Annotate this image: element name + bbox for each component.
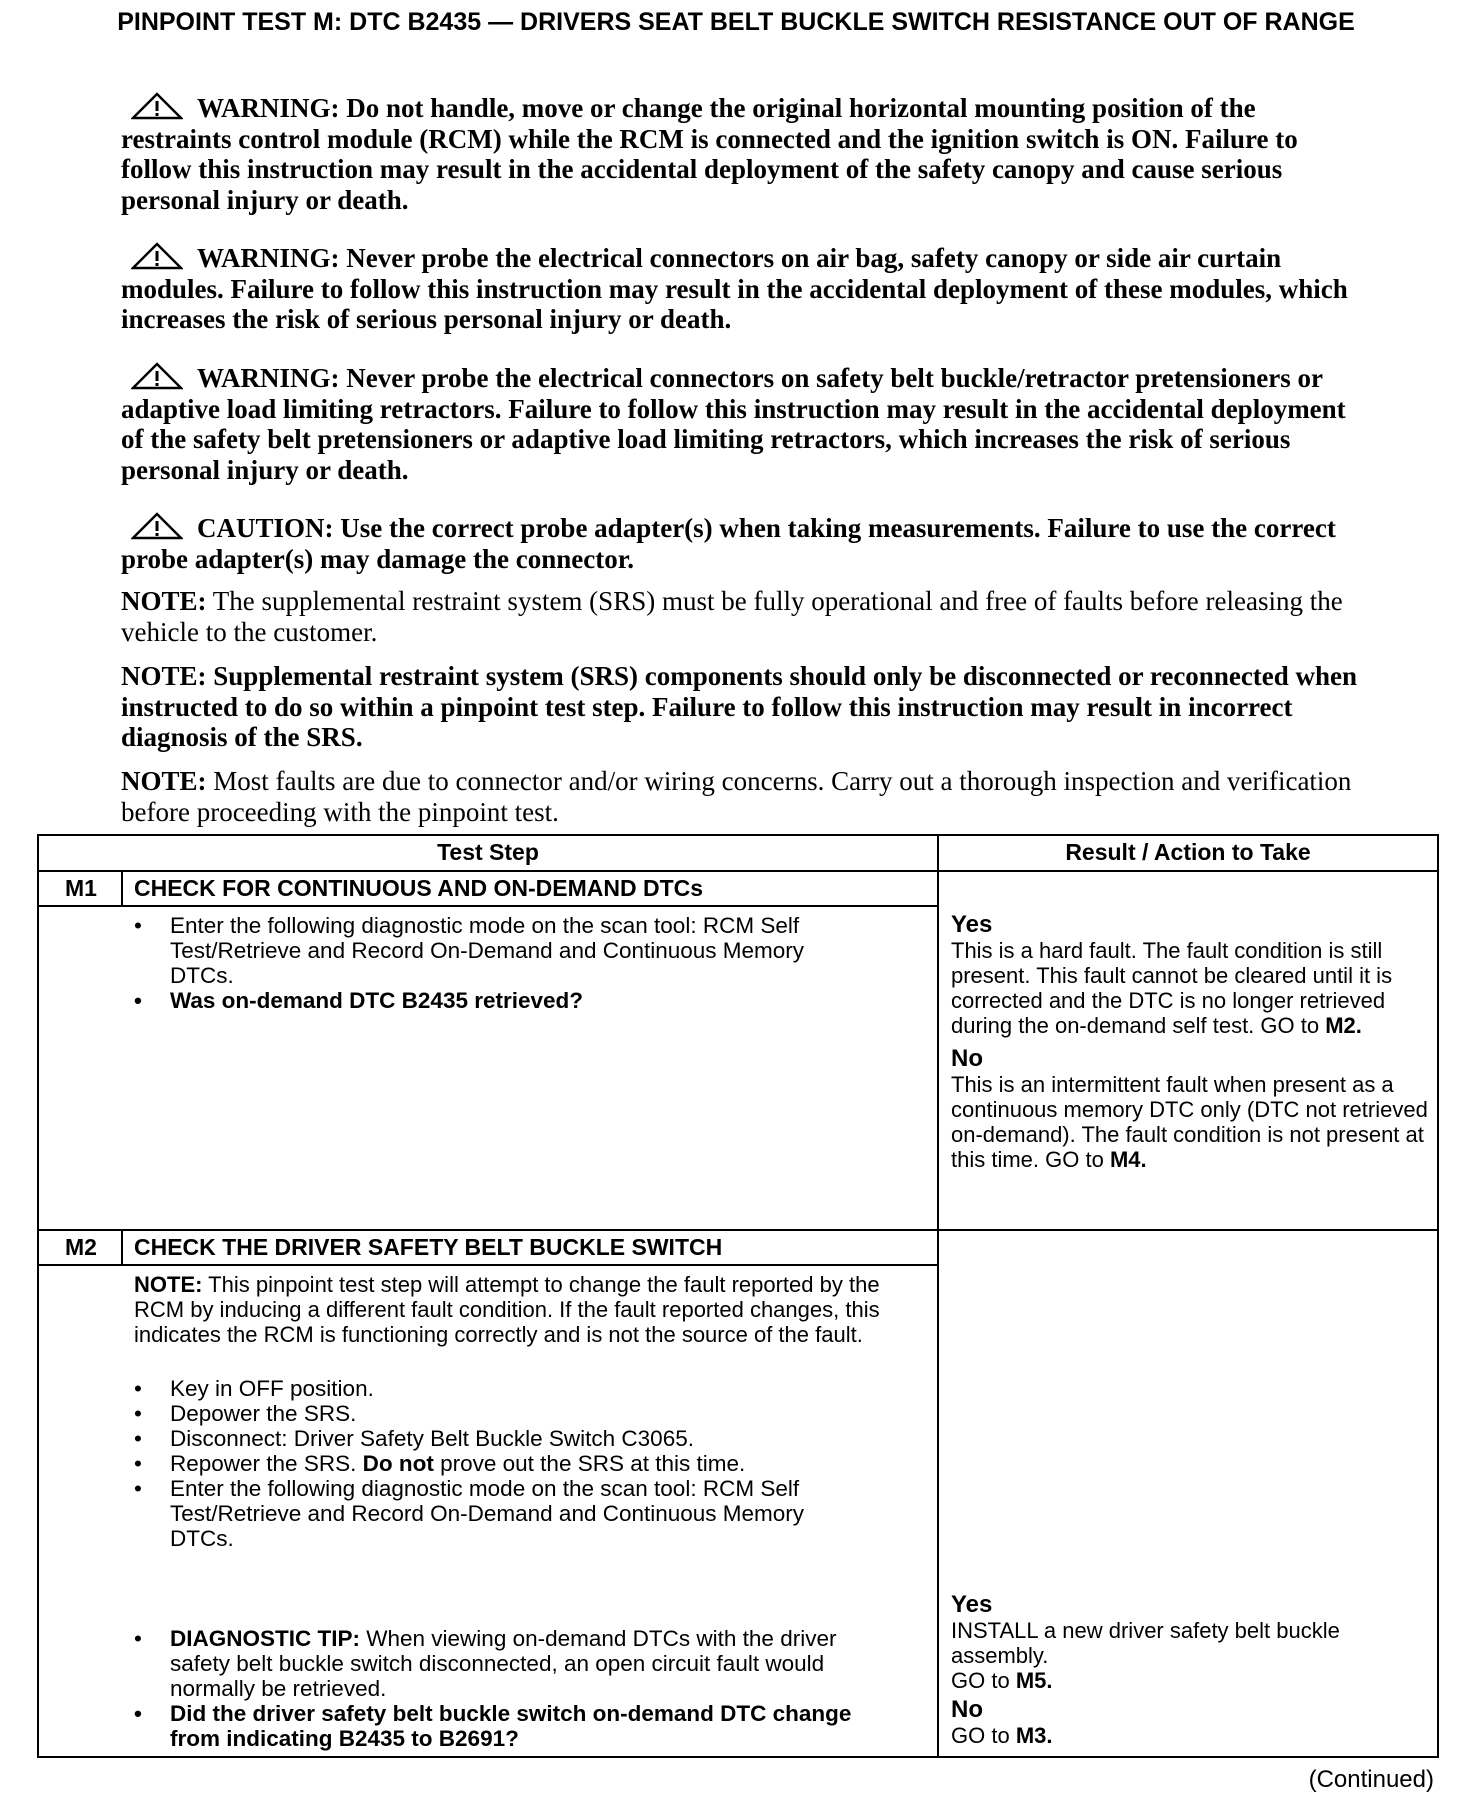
repower-emphasis: Do not: [362, 1451, 434, 1476]
warning-triangle-icon: [131, 362, 183, 390]
warning-3: [121, 362, 1361, 485]
m1-no-text: [951, 1072, 1429, 1172]
warning-triangle-icon: [131, 242, 183, 270]
warning-label: WARNING:: [197, 363, 340, 393]
m2-yes-label: Yes: [951, 1591, 993, 1618]
m2-yes-goto[interactable]: M5.: [1015, 1668, 1053, 1693]
bullet-text: Disconnect: Driver Safety Belt Buckle Switch C3065.: [170, 1426, 694, 1451]
m2-yes-text: INSTALL a new driver safety belt buckle assembly.: [951, 1618, 1340, 1668]
note-label: NOTE:: [121, 586, 207, 616]
step-title-m1: CHECK FOR CONTINUOUS AND ON-DEMAND DTCs: [134, 875, 704, 901]
bullet-icon: •: [134, 988, 142, 1013]
bullet-icon: •: [134, 1426, 142, 1451]
bullet-icon: •: [134, 1476, 142, 1501]
repower-text-end: prove out the SRS at this time.: [440, 1451, 746, 1476]
warning-triangle-icon: [131, 512, 183, 540]
caution-label: CAUTION:: [197, 513, 334, 543]
m1-yes-label: Yes: [951, 911, 993, 938]
table-divider: [39, 870, 1437, 872]
table-divider: [39, 1229, 1437, 1231]
warning-triangle-icon: [131, 92, 183, 120]
note-label: NOTE:: [121, 766, 207, 796]
m1-yes-body: This is a hard fault. The fault condition is still present. This fault cannot be cleared until it is corrected and the DTC is no longer retrieved during the on-demand self test. GO to: [951, 938, 1393, 1038]
continued-label: (Continued): [1308, 1766, 1434, 1793]
tip-label: DIAGNOSTIC TIP:: [170, 1626, 360, 1651]
bullet-icon: •: [134, 1376, 142, 1401]
warning-2: [121, 242, 1361, 335]
bullet-text: Key in OFF position.: [170, 1376, 374, 1401]
bullet-text: Did the driver safety belt buckle switch on-demand DTC change from indicating B2435 to B2691?: [170, 1701, 852, 1751]
bullet-icon: •: [134, 1626, 142, 1651]
pinpoint-test-table: [37, 834, 1439, 1758]
header-test-step: Test Step: [437, 839, 539, 865]
note-text: Most faults are due to connector and/or wiring concerns. Carry out a thorough inspection and verification before proceeding with the pinpoint test.: [121, 766, 1352, 827]
repower-text: Repower the SRS.: [170, 1451, 357, 1476]
page-title: PINPOINT TEST M: DTC B2435 — DRIVERS SEAT BELT BUCKLE SWITCH RESISTANCE OUT OF RANGE: [117, 8, 1355, 36]
warning-text: Never probe the electrical connectors on safety belt buckle/retractor pretensioners or adaptive load limiting retractors. Failure to follow this instruction may result in the accidental deployment of the safety belt pretensioners or adaptive load limiting retractors, which increases the risk of serious personal injury or death.: [121, 363, 1346, 485]
m2-bullet-3: [134, 1426, 874, 1451]
m2-note-text: This pinpoint test step will attempt to change the fault reported by the RCM by inducing a different fault condition. If the fault reported changes, this indicates the RCM is functioning correctly and is not the source of the fault.: [134, 1272, 880, 1347]
m1-result: [951, 912, 1429, 1172]
m2-diagnostic-tip: [134, 1626, 874, 1701]
bullet-text: Depower the SRS.: [170, 1401, 357, 1426]
warning-label: WARNING:: [197, 93, 340, 123]
bullet-icon: •: [134, 1451, 142, 1476]
bullet-text: Was on-demand DTC B2435 retrieved?: [170, 988, 584, 1013]
note-3: [121, 766, 1361, 827]
step-id-m2: M2: [65, 1234, 97, 1260]
m1-no-goto[interactable]: M4.: [1109, 1147, 1147, 1172]
table-divider: [937, 836, 939, 1756]
m2-no-goto[interactable]: M3.: [1015, 1723, 1053, 1748]
warning-text: Never probe the electrical connectors on air bag, safety canopy or side air curtain modules. Failure to follow this instruction may result in the accidental deployment of these modules, which increases the risk of serious personal injury or death.: [121, 243, 1348, 334]
m2-bullet-1: [134, 1376, 874, 1401]
note-text: Supplemental restraint system (SRS) components should only be disconnected or reconnected when instructed to do so within a pinpoint test step. Failure to follow this instruction may result in incorrect diagnosis of the SRS.: [121, 661, 1358, 752]
bullet-text: [170, 1626, 874, 1701]
bullet-text: Enter the following diagnostic mode on the scan tool: RCM Self Test/Retrieve and Record On-Demand and Continuous Memory DTCs.: [170, 913, 805, 988]
step-id-m1: M1: [65, 875, 97, 901]
m2-note-label: NOTE:: [134, 1272, 203, 1297]
m2-question: [134, 1701, 874, 1751]
m2-bullet-5: [134, 1476, 874, 1551]
note-1: [121, 586, 1361, 647]
m2-result: [951, 1592, 1429, 1748]
m2-no-goto-line: [951, 1723, 1429, 1748]
step-title-m2: CHECK THE DRIVER SAFETY BELT BUCKLE SWITCH: [134, 1234, 723, 1260]
bullet-text: Enter the following diagnostic mode on the scan tool: RCM Self Test/Retrieve and Record On-Demand and Continuous Memory DTCs.: [170, 1476, 805, 1551]
goto-prefix: GO to: [951, 1723, 1010, 1748]
warning-text: Do not handle, move or change the original horizontal mounting position of the restraints control module (RCM) while the RCM is connected and the ignition switch is ON. Failure to follow this instruction may result in the accidental deployment of the safety canopy and cause serious personal injury or death.: [121, 93, 1298, 215]
caution-text: Use the correct probe adapter(s) when taking measurements. Failure to use the correct probe adapter(s) may damage the connector.: [121, 513, 1336, 574]
bullet-text: [170, 1451, 874, 1476]
m1-bullet-1: [134, 913, 874, 988]
warning-1: [121, 92, 1361, 215]
m2-yes-goto-line: [951, 1668, 1429, 1693]
warning-label: WARNING:: [197, 243, 340, 273]
m1-yes-text: [951, 938, 1429, 1038]
note-label: NOTE:: [121, 661, 207, 691]
note-2: [121, 661, 1361, 753]
tip-text: When viewing on-demand DTCs with the driver safety belt buckle switch disconnected, an open circuit fault would normally be retrieved.: [170, 1626, 837, 1701]
bullet-icon: •: [134, 1701, 142, 1726]
bullet-icon: •: [134, 1401, 142, 1426]
goto-prefix: GO to: [951, 1668, 1010, 1693]
header-result: Result / Action to Take: [1065, 839, 1311, 865]
table-divider: [39, 905, 939, 907]
m2-bullet-4: [134, 1451, 874, 1476]
caution-1: [121, 512, 1361, 574]
m1-no-label: No: [951, 1045, 983, 1072]
m1-no-body: This is an intermittent fault when present as a continuous memory DTC only (DTC not retrieved on-demand). The fault condition is not present at this time. GO to: [951, 1072, 1428, 1172]
table-divider: [39, 1264, 939, 1266]
m2-no-label: No: [951, 1696, 983, 1723]
note-text: The supplemental restraint system (SRS) must be fully operational and free of faults before releasing the vehicle to the customer.: [121, 586, 1343, 647]
m1-yes-goto[interactable]: M2.: [1325, 1013, 1362, 1038]
m2-bullet-2: [134, 1401, 874, 1426]
bullet-icon: •: [134, 913, 142, 938]
m2-note: [134, 1272, 894, 1347]
m1-bullet-2: [134, 988, 874, 1013]
